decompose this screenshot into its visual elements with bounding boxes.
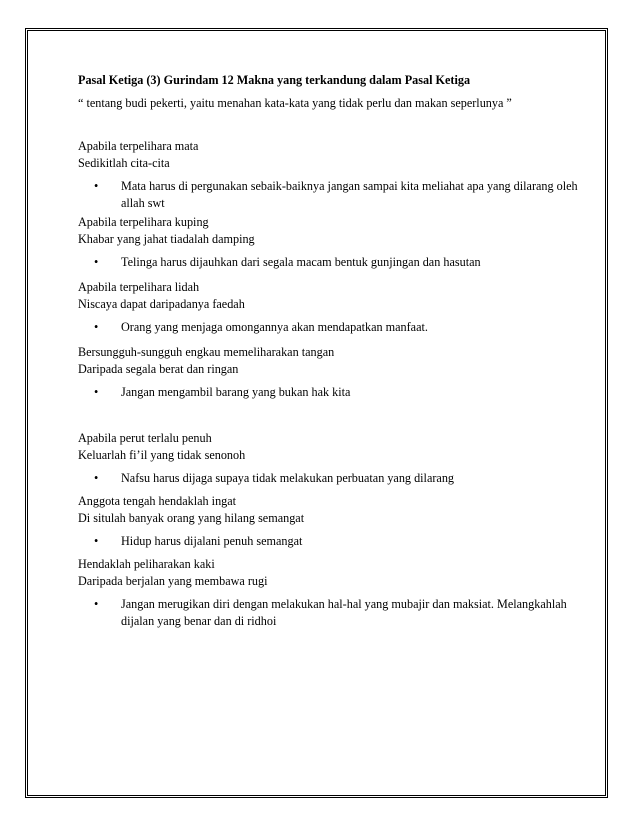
bullet-icon: • (94, 255, 99, 269)
stanza-note: Jangan merugikan diri dengan melakukan hal-hal yang mubajir dan maksiat. Melangkahlah dijalan yang benar dan di ridhoi (121, 597, 567, 628)
list-item (78, 596, 578, 630)
bullet-icon: • (94, 320, 99, 334)
stanza-note: Nafsu harus dijaga supaya tidak melakukan perbuatan yang dilarang (121, 471, 455, 485)
document-subtitle: “ tentang budi pekerti, yaitu menahan kata-kata yang tidak perlu dan makan seperlunya ” (78, 96, 512, 110)
bullet-list (78, 470, 578, 487)
stanza-4 (78, 344, 578, 401)
stanza-line: Apabila perut terlalu penuh (78, 431, 212, 445)
list-item (78, 319, 578, 336)
stanza-line: Khabar yang jahat tiadalah damping (78, 232, 255, 246)
stanza-3 (78, 279, 578, 336)
stanza-1 (78, 138, 578, 212)
stanza-line: Keluarlah fi’il yang tidak senonoh (78, 448, 246, 462)
stanza-note: Telinga harus dijauhkan dari segala macam bentuk gunjingan dan hasutan (121, 255, 481, 269)
list-item (78, 254, 578, 271)
document-title: Pasal Ketiga (3) Gurindam 12 Makna yang terkandung dalam Pasal Ketiga (78, 73, 471, 87)
stanza-line: Sedikitlah cita-cita (78, 156, 170, 170)
bullet-icon: • (94, 385, 99, 399)
stanza-line: Apabila terpelihara kuping (78, 215, 209, 229)
bullet-icon: • (94, 179, 99, 193)
stanza-line: Bersungguh-sungguh engkau memeliharakan tangan (78, 345, 335, 359)
stanza-6 (78, 493, 578, 550)
stanza-note: Mata harus di pergunakan sebaik-baiknya jangan sampai kita meliahat apa yang dilarang oleh allah swt (121, 179, 578, 210)
bullet-icon: • (94, 597, 99, 611)
stanza-line: Daripada berjalan yang membawa rugi (78, 574, 268, 588)
bullet-list (78, 178, 578, 212)
list-item (78, 384, 578, 401)
bullet-icon: • (94, 471, 99, 485)
stanza-line: Hendaklah peliharakan kaki (78, 557, 215, 571)
list-item (78, 470, 578, 487)
list-item (78, 533, 578, 550)
bullet-list (78, 384, 578, 401)
stanza-note: Hidup harus dijalani penuh semangat (121, 534, 303, 548)
stanza-line: Di situlah banyak orang yang hilang semangat (78, 511, 305, 525)
list-item (78, 178, 578, 212)
stanza-note: Orang yang menjaga omongannya akan mendapatkan manfaat. (121, 320, 428, 334)
stanza-2 (78, 214, 578, 271)
bullet-list (78, 254, 578, 271)
stanza-line: Apabila terpelihara mata (78, 139, 199, 153)
bullet-list (78, 319, 578, 336)
bullet-list (78, 596, 578, 630)
document-body (78, 72, 578, 630)
stanza-note: Jangan mengambil barang yang bukan hak kita (121, 385, 351, 399)
stanza-5 (78, 430, 578, 487)
stanza-line: Apabila terpelihara lidah (78, 280, 200, 294)
stanza-7 (78, 556, 578, 630)
bullet-list (78, 533, 578, 550)
stanza-line: Anggota tengah hendaklah ingat (78, 494, 237, 508)
bullet-icon: • (94, 534, 99, 548)
stanza-line: Niscaya dapat daripadanya faedah (78, 297, 245, 311)
stanza-line: Daripada segala berat dan ringan (78, 362, 239, 376)
